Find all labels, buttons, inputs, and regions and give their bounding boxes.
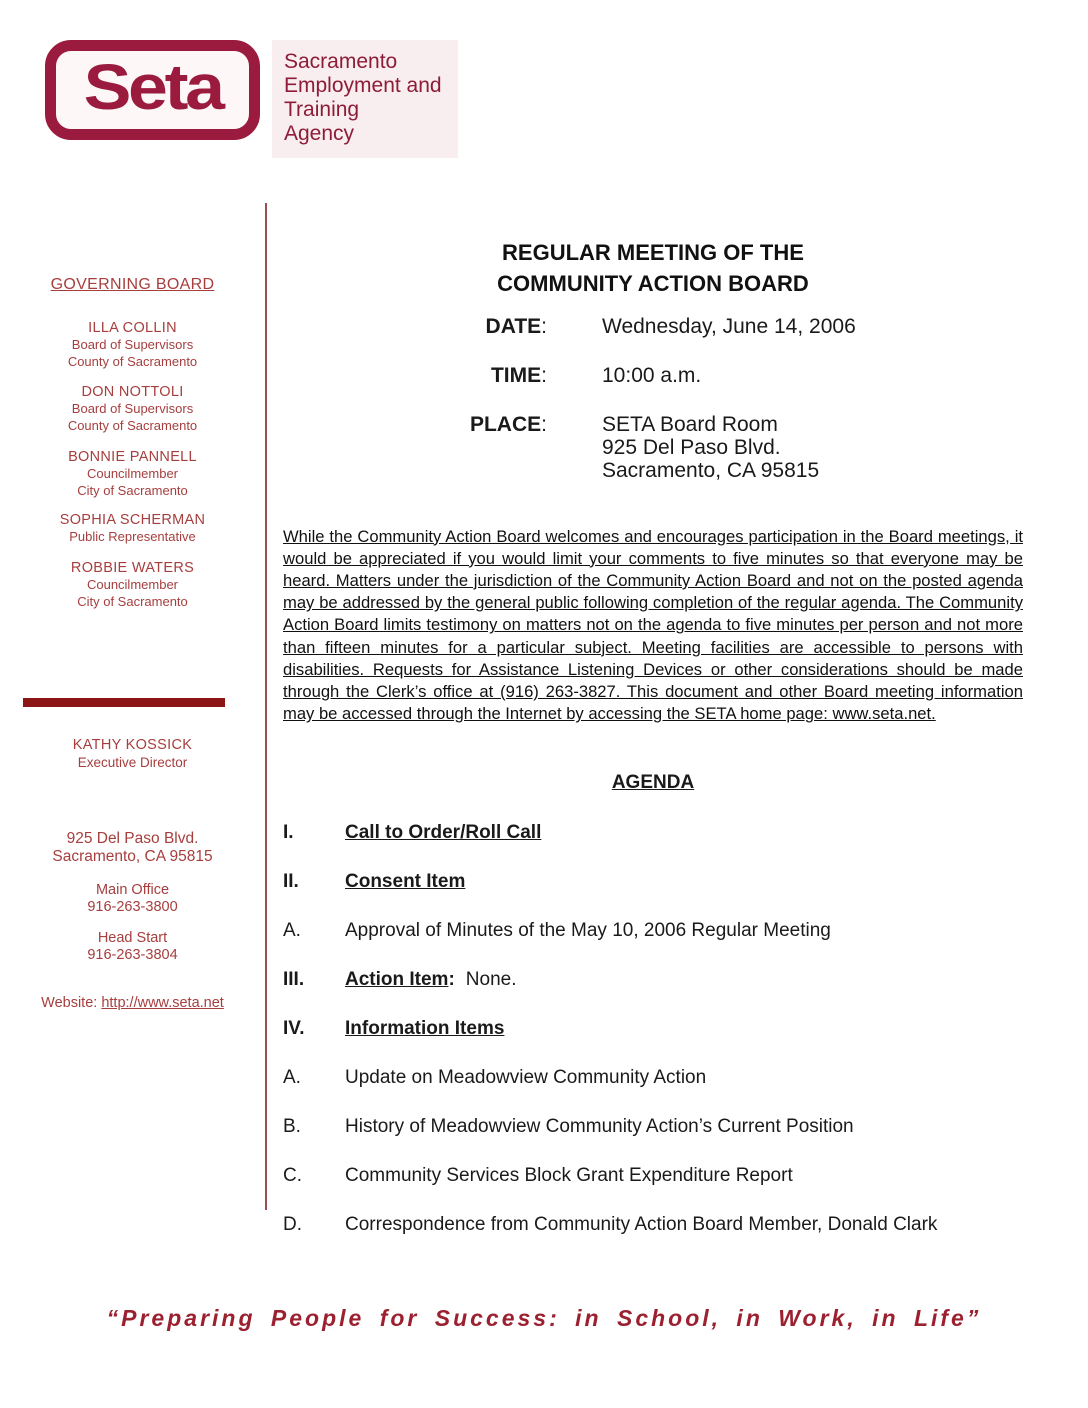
executive-director-block — [10, 737, 255, 771]
date-value: Wednesday, June 14, 2006 — [602, 315, 856, 338]
address-line: 925 Del Paso Blvd. — [66, 830, 199, 847]
meeting-time-row: TIME: 10:00 a.m. — [490, 364, 702, 387]
agenda-item-number: II. — [283, 871, 299, 892]
website-block — [10, 995, 255, 1011]
agenda-item-letter: D. — [283, 1214, 302, 1235]
agenda-heading: AGENDA — [611, 772, 695, 793]
director-title: Executive Director — [77, 755, 188, 770]
agenda-item-letter: A. — [283, 920, 301, 941]
head-start-label: Head Start — [97, 930, 168, 946]
time-value: 10:00 a.m. — [602, 364, 702, 387]
sidebar — [0, 0, 265, 1408]
sidebar-divider-bar — [23, 698, 225, 707]
agenda-item: III. Action Item: None. — [283, 969, 517, 990]
agenda-item — [283, 821, 1023, 844]
agency-name-line: Employment and — [284, 74, 442, 97]
member-role: Councilmember — [86, 466, 179, 481]
agency-name-line: Sacramento — [284, 50, 398, 73]
meeting-date-row: DATE: Wednesday, June 14, 2006 — [485, 315, 856, 338]
public-participation-notice: While the Community Action Board welcomes and encourages participation in the Board meetings, it would be appreciated if you would limit your comments to five minutes so that everyone may be heard. Matters under the jurisdiction of the Community Action Board and not on the posted agenda may be addressed by the general public following completion of the regular agenda. The Community Action Board limits testimony on matters not on the agenda to five minutes per person and not more than fifteen minutes for a particular subject. Meeting facilities are accessible to persons with disabilities. Requests for Assistance Listening Devices or other considerations should be made through the Clerk’s office at (916) 263-3827. This document and other Board meeting information may be accessed through the Internet by accessing the SETA home page: www.seta.net. — [283, 526, 1023, 724]
member-name: ILLA COLLIN — [88, 320, 177, 336]
head-start-phone: 916-263-3804 — [87, 946, 178, 963]
agenda-item — [283, 1164, 1023, 1187]
agenda-item — [283, 1017, 1023, 1040]
agenda-item-number: III. — [283, 969, 305, 990]
member-org: City of Sacramento — [77, 482, 188, 498]
agenda-item — [283, 1115, 1023, 1138]
member-name: BONNIE PANNELL — [68, 449, 197, 465]
member-org: County of Sacramento — [67, 353, 198, 369]
agenda-item-text: Approval of Minutes of the May 10, 2006 Regular Meeting — [345, 920, 831, 941]
agenda-item-heading: Information Items — [345, 1018, 505, 1039]
agenda-item-text: Community Services Block Grant Expenditure Report — [345, 1165, 793, 1186]
agenda-item — [283, 1213, 1023, 1236]
agenda-item-suffix: None. — [465, 969, 517, 990]
agenda-item-number: I. — [283, 822, 294, 843]
agency-address — [10, 830, 255, 866]
board-member — [10, 512, 255, 546]
member-org: City of Sacramento — [77, 593, 188, 609]
vertical-divider — [265, 203, 267, 1210]
meeting-details — [283, 315, 1023, 508]
agenda-item-letter: B. — [283, 1116, 301, 1137]
member-role: Councilmember — [86, 577, 179, 592]
agenda-item — [283, 870, 1023, 893]
agenda-item-letter: C. — [283, 1165, 302, 1186]
website-label: Website: — [41, 995, 98, 1011]
main-office-block — [10, 882, 255, 915]
address-line: Sacramento, CA 95815 — [52, 848, 213, 865]
footer-motto: “Preparing People for Success: in School, in Work, in Life” — [106, 1305, 982, 1331]
meeting-place-row: PLACE: SETA Board Room 925 Del Paso Blvd. Sacramento, CA 95815 — [469, 413, 820, 482]
main-office-phone: 916-263-3800 — [87, 898, 178, 915]
agenda-item-text: Correspondence from Community Action Board Member, Donald Clark — [345, 1214, 938, 1235]
member-role: Board of Supervisors — [71, 337, 194, 352]
seta-logo-mark: Seta — [83, 51, 222, 123]
agenda-item-heading: Action Item — [345, 969, 449, 990]
agenda-item-number: IV. — [283, 1018, 305, 1039]
place-line: Sacramento, CA 95815 — [602, 459, 820, 482]
place-value — [602, 413, 819, 482]
agenda-item — [283, 919, 1023, 942]
agency-name — [272, 40, 458, 158]
agenda-item-text: History of Meadowview Community Action’s Current Position — [345, 1116, 854, 1137]
meeting-title-line: COMMUNITY ACTION BOARD — [497, 270, 809, 296]
member-name: SOPHIA SCHERMAN — [59, 512, 206, 528]
board-member — [10, 449, 255, 499]
member-org: County of Sacramento — [67, 417, 198, 433]
agenda-item — [283, 1066, 1023, 1089]
main-office-label: Main Office — [95, 882, 170, 898]
time-label: TIME — [490, 364, 542, 387]
agenda-item-heading: Call to Order/Roll Call — [345, 822, 542, 843]
member-name: ROBBIE WATERS — [70, 560, 195, 576]
board-member — [10, 560, 255, 610]
agenda-item-text: Update on Meadowview Community Action — [345, 1067, 707, 1088]
agenda-item-letter: A. — [283, 1067, 301, 1088]
agenda-item-heading: Consent Item — [345, 871, 466, 892]
place-line: 925 Del Paso Blvd. — [602, 436, 781, 459]
board-member — [10, 384, 255, 434]
board-member — [10, 320, 255, 370]
head-start-block — [10, 930, 255, 963]
meeting-title-line: REGULAR MEETING OF THE — [502, 240, 804, 265]
place-line: SETA Board Room — [602, 413, 778, 436]
agency-name-line: Agency — [284, 122, 355, 145]
place-label: PLACE — [469, 413, 542, 436]
member-name: DON NOTTOLI — [81, 384, 184, 400]
member-role: Public Representative — [69, 529, 196, 544]
director-name: KATHY KOSSICK — [72, 737, 193, 753]
date-label: DATE — [485, 315, 542, 338]
meeting-title — [283, 238, 1023, 299]
governing-board-heading: GOVERNING BOARD — [50, 276, 215, 293]
website-link[interactable]: http://www.seta.net — [101, 995, 224, 1011]
member-role: Board of Supervisors — [71, 401, 194, 416]
agenda-list — [283, 821, 1023, 1262]
agency-name-line: Training — [284, 98, 360, 121]
